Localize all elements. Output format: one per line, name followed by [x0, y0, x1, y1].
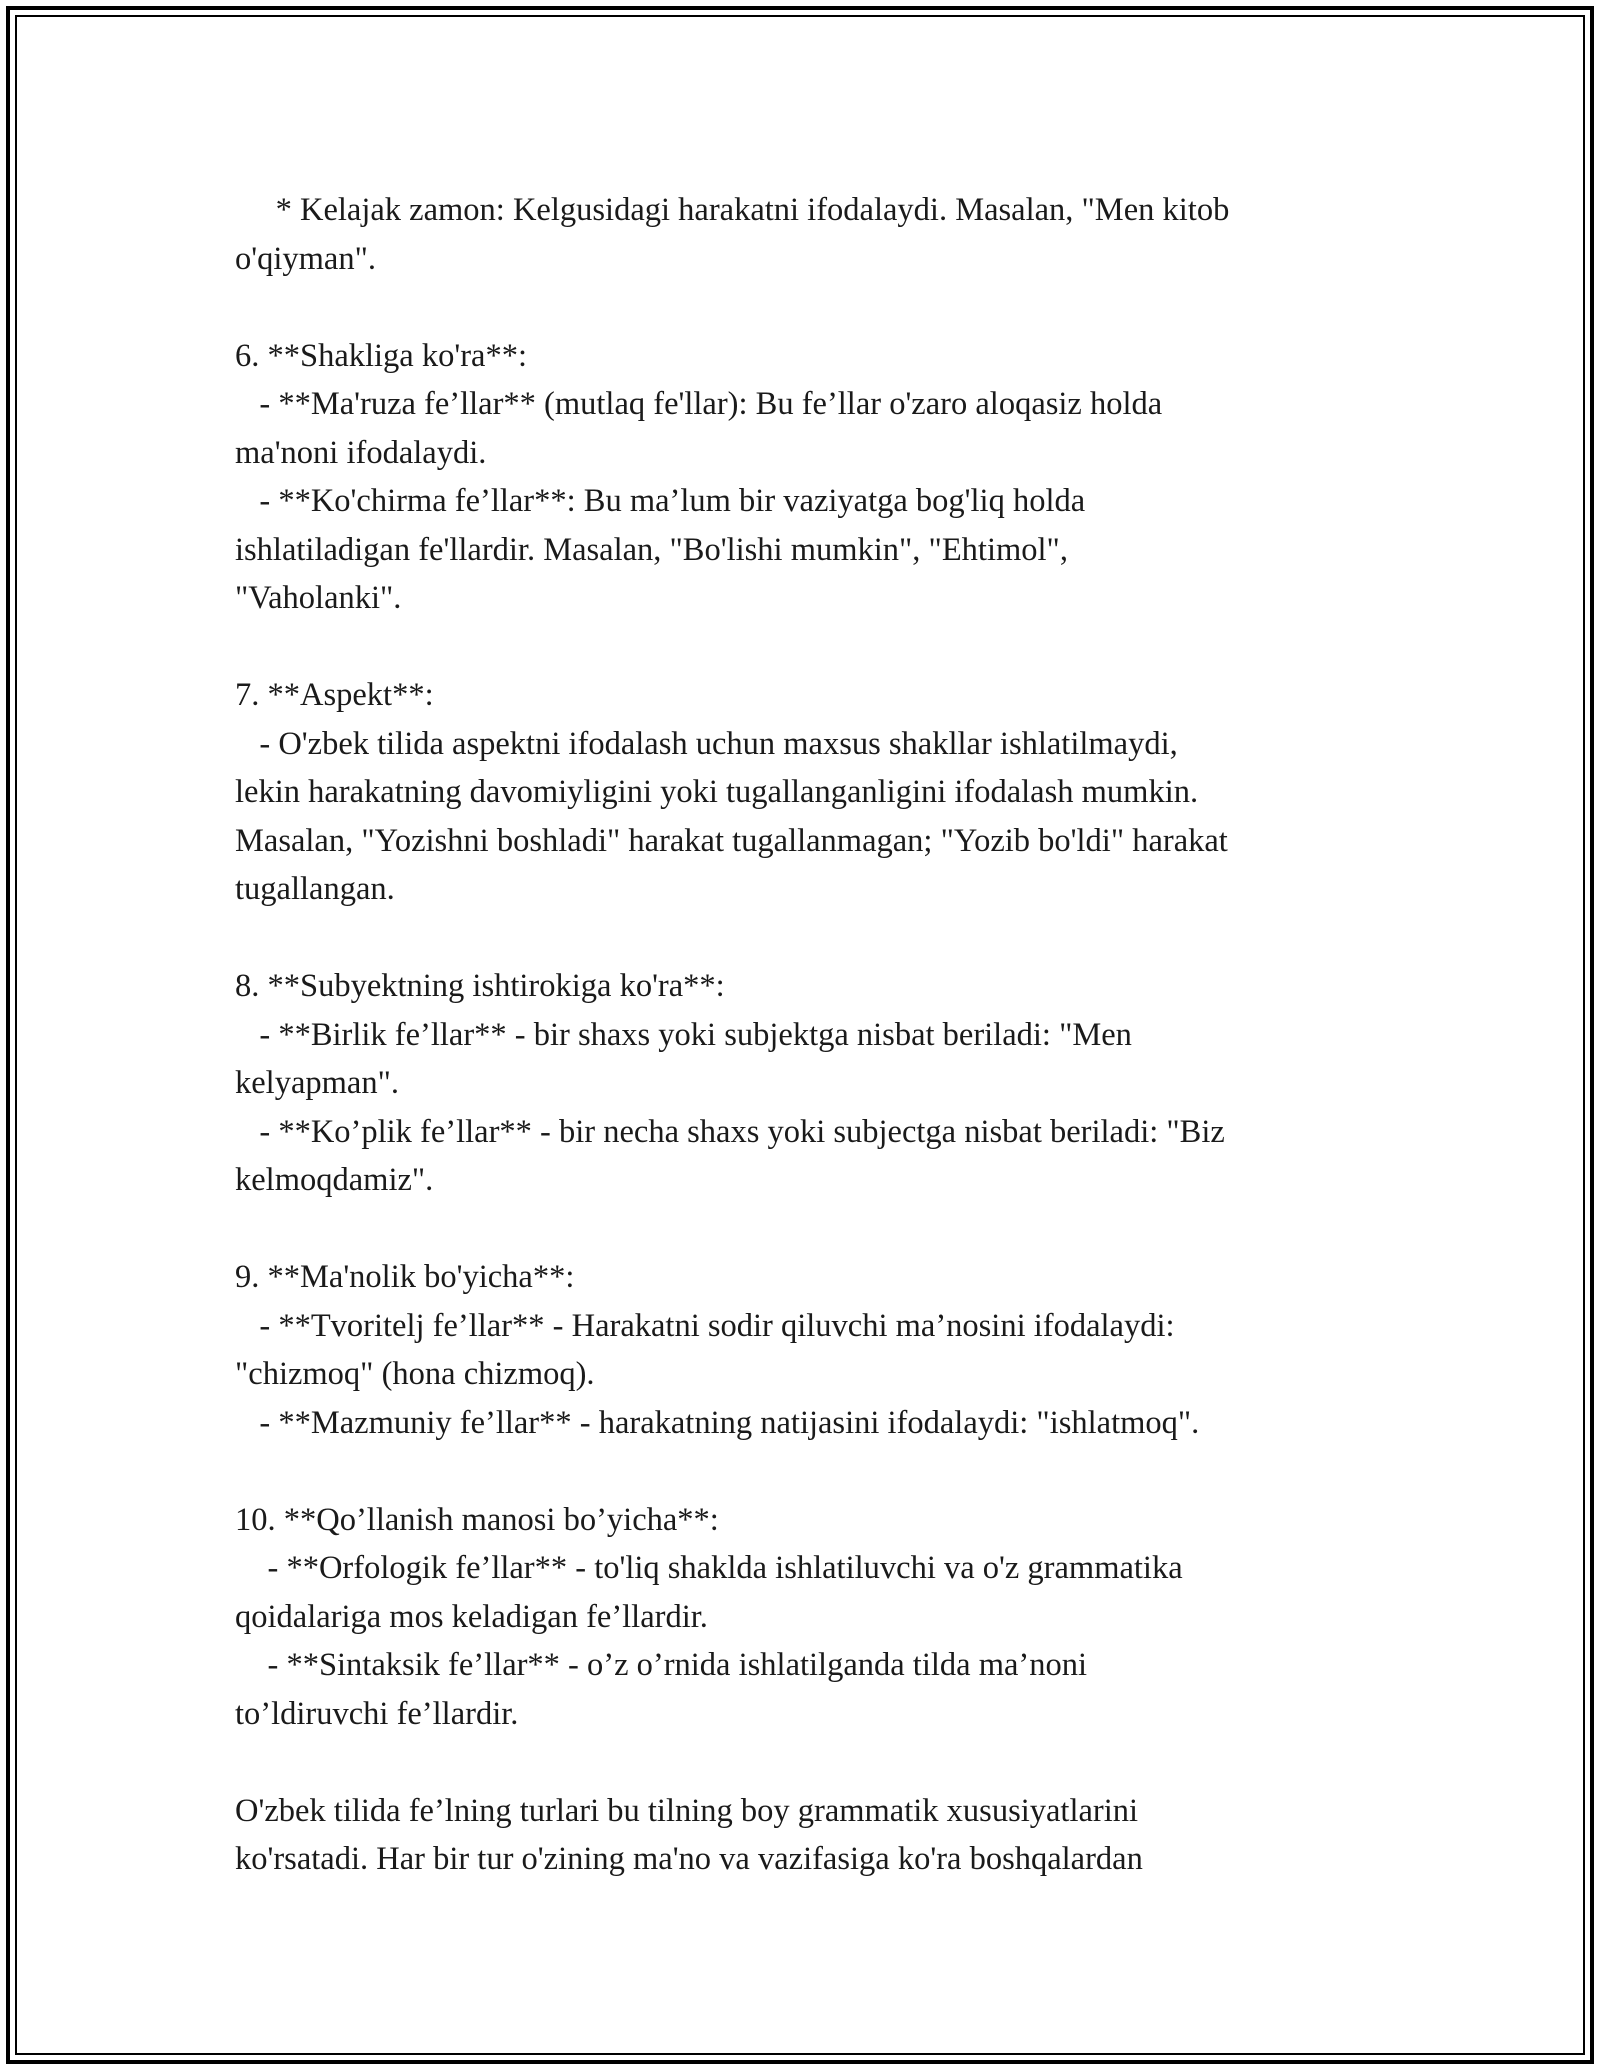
text-line: - **Sintaksik fe’llar** - o’z o’rnida ishlatilganda tilda ma’noni [235, 1647, 1087, 1683]
text-line: - O'zbek tilida aspektni ifodalash uchun maxsus shakllar ishlatilmaydi, [235, 725, 1178, 762]
blank-line [235, 1205, 1375, 1254]
text-line: ma'noni ifodalaydi. [235, 434, 487, 471]
blank-line [235, 1738, 1375, 1787]
text-line: O'zbek tilida fe’lning turlari bu tilning boy grammatik xususiyatlarini [235, 1792, 1139, 1829]
blank-line [235, 1447, 1375, 1496]
text-line: tugallangan. [235, 871, 395, 907]
section-heading: 9. **Ma'nolik bo'yicha**: [235, 1259, 575, 1295]
document-body [235, 186, 1375, 1884]
text-line: - **Ma'ruza fe’llar** (mutlaq fe'llar): Bu fe’llar o'zaro aloqasiz holda [235, 386, 1163, 422]
text-line: - **Ko’plik fe’llar** - bir necha shaxs yoki subjectga nisbat beriladi: "Biz [235, 1113, 1225, 1150]
text-line: ko'rsatadi. Har bir tur o'zining ma'no va vazifasiga ko'ra boshqalardan [235, 1841, 1143, 1877]
text-line: kelmoqdamiz". [235, 1162, 434, 1198]
text-line: - **Orfologik fe’llar** - to'liq shaklda ishlatiluvchi va o'z grammatika [235, 1550, 1183, 1586]
text-line: to’ldiruvchi fe’llardir. [235, 1695, 519, 1732]
text-line: - **Mazmuniy fe’llar** - harakatning natijasini ifodalaydi: "ishlatmoq". [235, 1404, 1200, 1441]
text-line: - **Birlik fe’llar** - bir shaxs yoki subjektga nisbat beriladi: "Men [235, 1016, 1132, 1053]
section-heading: 8. **Subyektning ishtirokiga ko'ra**: [235, 968, 725, 1004]
text-line: - **Ko'chirma fe’llar**: Bu ma’lum bir vaziyatga bog'liq holda [235, 483, 1086, 519]
text-line: kelyapman". [235, 1065, 399, 1101]
section-heading: 6. **Shakliga ko'ra**: [235, 337, 527, 374]
blank-line [235, 283, 1375, 332]
text-line: * Kelajak zamon: Kelgusidagi harakatni ifodalaydi. Masalan, "Men kitob [235, 192, 1230, 228]
section-heading: 10. **Qo’llanish manosi bo’yicha**: [235, 1501, 719, 1538]
blank-line [235, 623, 1375, 672]
text-line: lekin harakatning davomiyligini yoki tugallanganligini ifodalash mumkin. [235, 774, 1199, 810]
text-line: "Vaholanki". [235, 580, 402, 616]
blank-line [235, 914, 1375, 963]
text-line: Masalan, "Yozishni boshladi" harakat tugallanmagan; "Yozib bo'ldi" harakat [235, 822, 1228, 859]
text-line: - **Tvoritelj fe’llar** - Harakatni sodir qiluvchi ma’nosini ifodalaydi: [235, 1307, 1175, 1344]
text-line: "chizmoq" (hona chizmoq). [235, 1356, 595, 1392]
text-line: qoidalariga mos keladigan fe’llardir. [235, 1598, 708, 1635]
section-heading: 7. **Aspekt**: [235, 677, 434, 713]
text-line: o'qiyman". [235, 240, 376, 277]
text-line: ishlatiladigan fe'llardir. Masalan, "Bo'lishi mumkin", "Ehtimol", [235, 531, 1068, 568]
